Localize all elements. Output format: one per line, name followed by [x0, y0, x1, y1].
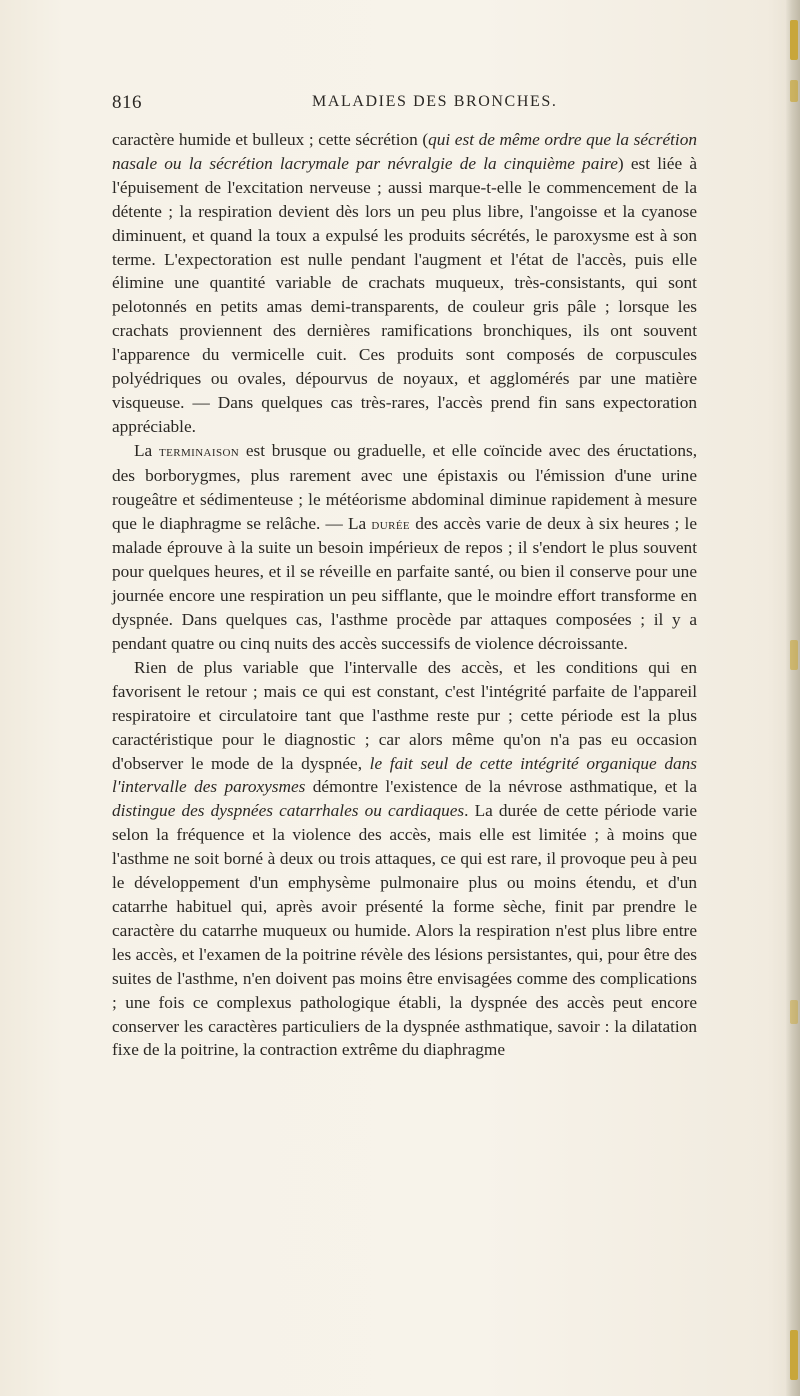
page-edge-mark: [790, 640, 798, 670]
body-text: [112, 128, 697, 1062]
page-edge-mark: [790, 80, 798, 102]
text-span: est brusque ou graduelle, et elle coïncide avec des éructations, des borborygmes, plus rarement avec une épistaxis ou l'émission d'une urine rougeâtre et sédimenteuse ; le météorisme abdominal diminue rapidement à mesure que le diaphragme se relâche. — La: [112, 440, 698, 533]
paragraph-2: [112, 439, 697, 656]
page-header: [112, 92, 697, 120]
running-head: MALADIES DES BRONCHES.: [312, 93, 558, 110]
paragraph-3: [112, 656, 697, 1062]
italic-span: le fait seul de cette intégrité organique dans l'intervalle des paroxysmes: [112, 753, 697, 797]
page-edge-mark: [790, 1000, 798, 1024]
paragraph-1: [112, 128, 697, 439]
italic-span: qui est de même ordre que la sécrétion nasale ou la sécrétion lacrymale par névralgie de la cinquième paire: [112, 130, 697, 173]
small-caps-term: durée: [371, 515, 411, 533]
small-caps-term: terminaison: [158, 442, 240, 460]
italic-span: distingue des dyspnées catarrhales ou cardiaques: [112, 801, 465, 821]
page-number: 816: [112, 92, 142, 113]
text-span: des accès varie de deux à six heures ; le malade éprouve à la suite un besoin impérieux de repos ; il s'endort le plus souvent pour quelques heures, et il se réveille en parfaite santé, ou bien il conserve pour une journée encore une respiration un peu sifflante, que le moindre effort transforme en dyspnée. Dans quelques cas, l'asthme procède par attaques composées ; il y a pendant quatre ou cinq nuits des accès successifs de violence décroissante.: [112, 513, 697, 654]
text-span: La: [134, 440, 159, 460]
page-edge-mark: [790, 20, 798, 60]
text-span: démontre l'existence de la névrose asthmatique, et la: [305, 777, 698, 797]
text-span: . La durée de cette période varie selon la fréquence et la violence des accès, mais elle est limitée ; à moins que l'asthme ne soit borné à deux ou trois attaques, ce qui est rare, il provoque peu à peu le développement d'un emphysème pulmonaire plus ou moins étendu, et d'un catarrhe habituel qui, après avoir présenté la forme sèche, finit par prendre le caractère du catarrhe muqueux ou humide. Alors la respiration n'est plus libre entre les accès, et l'examen de la poitrine révèle des lésions persistantes, qui, pour être des suites de l'asthme, n'en doivent pas moins être envisagées comme des complications ; une fois ce complexus pathologique établi, la dyspnée des accès peut encore conserver les caractères particuliers de la dyspnée asthmatique, savoir : la dilatation fixe de la poitrine, la contraction extrême du diaphragme: [112, 801, 698, 1060]
page-edge-mark: [790, 1330, 798, 1380]
page-edge: [786, 0, 800, 1396]
text-span: caractère humide et bulleux ; cette sécrétion (: [112, 130, 429, 149]
text-span: Rien de plus variable que l'intervalle des accès, et les conditions qui en favorisent le retour ; mais ce qui est constant, c'est l'intégrité parfaite de l'appareil respiratoire et circulatoire tant que l'asthme reste pur ; cette période est la plus caractéristique pour le diagnostic ; car alors même qu'on n'a pas eu occasion d'observer le mode de la dyspnée,: [112, 657, 697, 773]
text-span: ) est liée à l'épuisement de l'excitation nerveuse ; aussi marque-t-elle le commencement de la détente ; la respiration devient dès lors un peu plus libre, l'angoisse et la cyanose diminuent, et quand la toux a expulsé les produits sécrétés, le paroxysme est à son terme. L'expectoration est nulle pendant l'augment et l'état de l'accès, puis elle élimine une quantité variable de crachats muqueux, très-consistants, qui sont pelotonnés en petits amas demi-transparents, de couleur gris pâle ; lorsque les crachats proviennent des dernières ramifications bronchiques, ils ont souvent l'apparence du vermicelle cuit. Ces produits sont composés de corpuscules polyédriques ou ovales, dépourvus de noyaux, et agglomérés par une matière visqueuse. — Dans quelques cas très-rares, l'accès prend fin sans expectoration appréciable.: [112, 153, 697, 436]
